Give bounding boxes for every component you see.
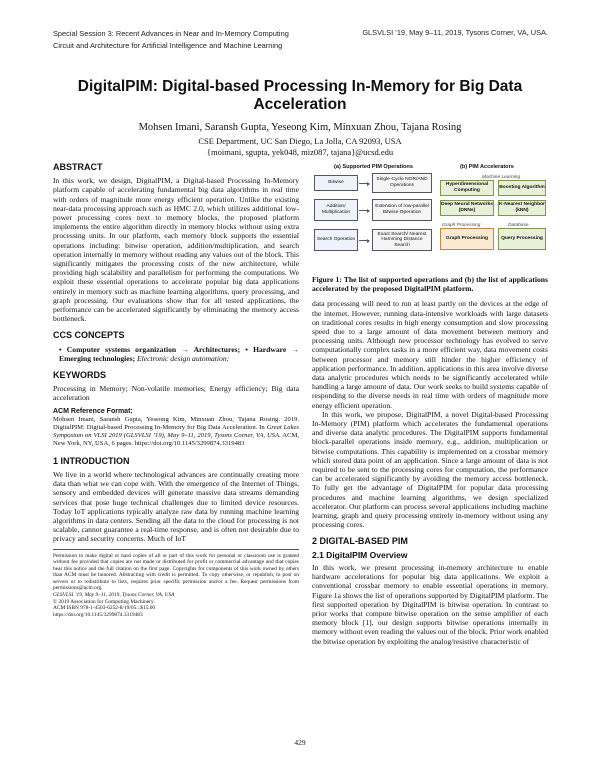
permission-copyright: © 2019 Association for Computing Machinery. [53, 598, 155, 605]
accel-knn: K-Nearest Neighbor (kNN) [498, 200, 546, 216]
reference-authors: Mohsen Imani, Saransh Gupta, Yeseong Kim, Minxuan Zhou, Tajana Rosing. 2019. DigitalPIM: Digital-based Processing In-Memory for Big Data Acceleration. In [53, 415, 299, 432]
permission-venue: GLSVLSI ’19, May 9–11, 2019, Tysons Corner, VA, USA [53, 592, 175, 599]
accel-query-processing: Query Processing [498, 228, 546, 250]
reference-format-text [53, 416, 299, 449]
accel-boosting: Boosting Algorithm [498, 180, 546, 196]
reference-format-heading: ACM Reference Format: [53, 407, 133, 415]
permission-isbn: ACM ISBN 978-1-4503-6252-8/19/05...$15.00 [53, 605, 156, 612]
author-list: Mohsen Imani, Saransh Gupta, Yeseong Kim, Minxuan Zhou, Tajana Rosing [138, 122, 462, 133]
arrow-bitwise [359, 183, 369, 184]
right-para-2: In this work, we propose, DigitalPIM, a novel Digital-based Processing In-Memory (PIM) platform which accelerates the fundamental operations and diverse data analytic procedures. The DigitalPIM supports fundamental block-parallel operations inside memory, e.g., addition, multiplication or bitwise computations. This capability is implemented on a crossbar memory which stored data point of an application. Since a large amount of data is not required to be sent to the processing cores for computation, the performance can be accelerated significantly by avoiding the memory access bottleneck. To fully get the advantage of DigitalPIM for popular data processing procedures and machine learning algorithms, we design specialized accelerator. Our platform can process several applications including machine learning, graph and query processing entirely in-memory without using any processing cores. [312, 409, 548, 530]
right-column [312, 163, 548, 646]
running-header-right: GLSVLSI ’19, May 9–11, 2019, Tysons Corner, VA, USA. [362, 28, 548, 37]
permission-notice [53, 549, 299, 619]
arrow-search [359, 240, 369, 241]
group-graph-processing: Graph Processing [442, 223, 481, 228]
accel-graph-processing: Graph Processing [440, 228, 494, 250]
abstract-text: In this work, we design, DigitalPIM, a Digital-based Processing In-Memory platform capable of accelerating fundamental big data algorithms in real time with orders of magnitude more energy efficient operation. Unlike the existing near-data processing approach such as HMC 2.0, which utilizes additional low-power processing cores next to memory blocks, the proposed platform implements the entire algorithm directly in memory blocks without using extra processing units. In our platform, each memory block supports the essential operations including: bitwise operation, addition/multiplication, and search operation internally in memory without reading any values out of the block. This significantly mitigates the processing costs of the new architecture, while providing high scalability and parallelism for performing the computations. We exploit these essential operations to accelerate popular big data applications entirely in memory such as machine learning algorithms, query processing, and graph processing. Our evaluations show that for all tested applications, the performance can be accelerated significantly by eliminating the memory access bottleneck. [53, 176, 299, 324]
intro-text: We live in a world where technological advances are continually creating more data than what we can cope with. With the emergence of the Internet of Things, sensory and embedded devices will generate massive data streams demanding services that pose huge technical challenges due to limited device resources. Today IoT applications typically analyze raw data by running machine learning algorithms in data centers. Sending all the data to the cloud for processing is not scalable, cannot guarantee a real-time response, and is often not desirable due to privacy and security concerns. Much of IoT [53, 469, 299, 544]
intro-heading: 1 INTRODUCTION [53, 455, 130, 466]
affiliation [60, 136, 540, 157]
figure-label-a: (a) Supported PIM Operations [334, 164, 413, 170]
ccs-concepts-main: • Computer systems organization → Architectures; • Hardware → Emerging technologies; [59, 344, 299, 363]
impl-row-parallel: Extension of row-parallel Bitwise Operation [372, 199, 432, 221]
abstract-heading: ABSTRACT [53, 162, 103, 172]
keywords-text: Processing in Memory; Non-volatile memories; Energy efficiency; Big data acceleration [53, 384, 299, 403]
reference-venue: Great Lakes Symposium on VLSI 2019 (GLSVLSI ’19), May 9–11, 2019, Tysons Corner, VA, USA. [53, 424, 299, 440]
running-header-left [53, 28, 373, 52]
right-para-3: In this work, we present processing in-memory architecture to enable hardware accelerations for popular big data applications. We exploit a conventional crossbar memory to enable essential operations in memory. Figure 1a shows the list of operations supported by DigitalPIM platform. The first supported operation by DigitalPIM is bitwise operation. In contrast to prior works that compute bitwise operation on the sense amplifier of each memory block [1], our design supports bitwise operations internally in memory without even reading the values out of the block. Prior work enabled the bitwise operation by exploiting the analog/resistive characteristic of [312, 562, 548, 646]
permission-text: Permission to make digital or hard copies of all or part of this work for personal or classroom use is granted without fee provided that copies are not made or distributed for profit or commercial advantage and that copies bear this notice and the full citation on the first page. Copyrights for components of this work owned by others than ACM must be honored. Abstracting with credit is permitted. To copy otherwise, or republish, to post on servers or to redistribute to lists, requires prior specific permission and/or a fee. Request permissions from permissions@acm.org. [53, 552, 299, 592]
affiliation-dept: CSE Department, UC San Diego, La Jolla, CA 92093, USA [198, 136, 402, 146]
op-search: Search Operation [314, 229, 358, 251]
header-topic-line: Circuit and Architecture for Artificial Intelligence and Machine Learning [53, 41, 283, 50]
figure-label-b: (b) PIM Accelerators [460, 164, 514, 170]
ccs-concepts-eda: Electronic design automation; [137, 353, 230, 363]
affiliation-emails: {moimani, sgupta, yek048, miz087, tajana}@ucsd.edu [206, 146, 394, 157]
paper-title: DigitalPIM: Digital-based Processing In-Memory for Big Data Acceleration [77, 78, 523, 113]
accel-dnn: Deep Neural Networks (DNNs) [440, 200, 494, 216]
op-bitwise: Bitwise [314, 175, 358, 191]
page-number: 429 [294, 738, 306, 747]
keywords-heading: KEYWORDS [53, 370, 107, 381]
ccs-concepts [59, 345, 299, 363]
left-column [53, 163, 299, 618]
permission-doi: https://doi.org/10.1145/3299874.3319483 [53, 611, 143, 618]
section-2-heading: 2 DIGITAL-BASED PIM [312, 536, 408, 547]
group-machine-learning: Machine Learning [482, 175, 521, 180]
right-para-1: data processing will need to run at least partly on the devices at the edge of the internet. However, running data-intensive workloads with large datasets on traditional cores results in high energy consumption and slow processing speed due to a large amount of data movement between memory and processing units. Although new processor technology has evolved to serve computationally complex tasks in a more efficient way, data movement costs between processor and memory still hinder the higher efficiency of application performance. In addition, applications in this area involve diverse data analytic procedures which needs to be significantly accelerated while handling a large amount of data. Our work seeks to build systems capable of responding to the diverse needs in real time with orders of magnitude more energy efficient operation. [312, 299, 548, 410]
op-addition-multiplication: Addition/ Multiplication [314, 199, 358, 221]
reference-publisher: ACM, New York, NY, USA, 6 pages. https://doi.org/10.1145/3299874.3319483 [53, 432, 299, 448]
accel-hd-computing: Hyperdimensional Computing [440, 180, 494, 196]
header-session-line: Special Session 3: Recent Advances in Near and In-Memory Computing [53, 29, 289, 38]
section-2-1-heading: 2.1 DigitalPIM Overview [312, 549, 408, 560]
impl-nor-and: Single-Cycle NOR/AND Operations [372, 173, 432, 193]
figure-1 [312, 163, 548, 273]
arrow-addition [359, 210, 369, 211]
ccs-heading: CCS CONCEPTS [53, 330, 125, 341]
figure-caption: Figure 1: The list of supported operations and (b) the list of applications accelerated by the proposed DigitalPIM platform. [312, 275, 548, 294]
impl-search: Exact Search/ Nearest Hamming Distance Search [372, 229, 432, 251]
group-database: Database [508, 223, 529, 228]
